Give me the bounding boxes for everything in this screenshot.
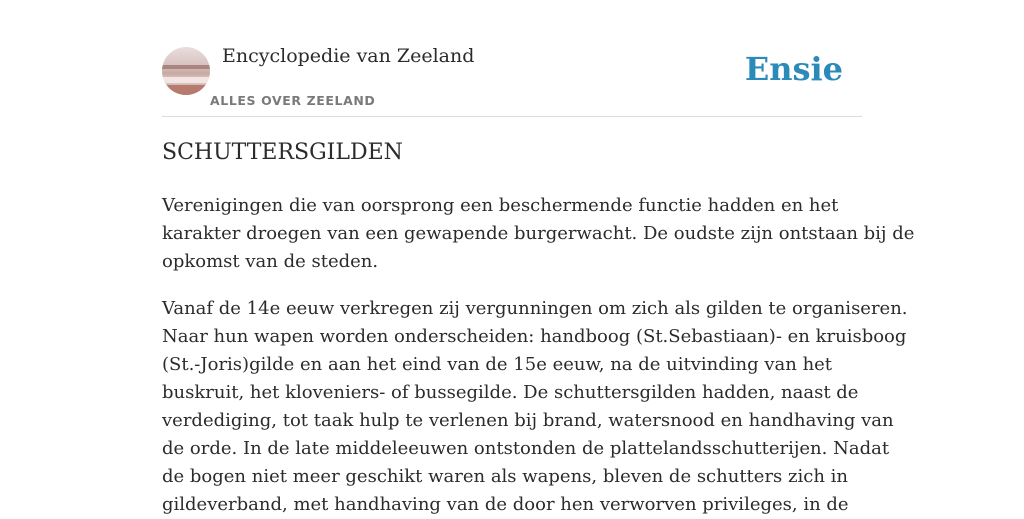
paragraph-line: gildeverband, met handhaving van de door hen verworven privileges, in de bbox=[162, 494, 849, 515]
logo-band bbox=[162, 85, 210, 95]
logo-band bbox=[162, 77, 210, 83]
paragraph-line: de orde. In de late middeleeuwen ontstonden de plattelandsschutterijen. Nadat bbox=[162, 438, 890, 459]
paragraph-line: karakter droegen van een gewapende burgerwacht. De oudste zijn ontstaan bij de bbox=[162, 223, 915, 244]
article-paragraph-1 bbox=[162, 192, 915, 276]
paragraph-line: de bogen niet meer geschikt waren als wapens, bleven de schutters zich in bbox=[162, 466, 848, 487]
paragraph-line: Naar hun wapen worden onderscheiden: handboog (St.Sebastiaan)- en kruisboog bbox=[162, 326, 907, 347]
paragraph-line: Verenigingen die van oorsprong een beschermende functie hadden en het bbox=[162, 195, 839, 216]
article-title: SCHUTTERSGILDEN bbox=[162, 140, 403, 165]
paragraph-line: Vanaf de 14e eeuw verkregen zij vergunningen om zich als gilden te organiseren. bbox=[162, 298, 908, 319]
paragraph-line: verdediging, tot taak hulp te verlenen bij brand, watersnood en handhaving van bbox=[162, 410, 894, 431]
site-logo-icon[interactable] bbox=[162, 47, 210, 95]
site-header bbox=[162, 0, 862, 117]
logo-band bbox=[162, 65, 210, 69]
page bbox=[162, 0, 915, 515]
paragraph-line: buskruit, het kloveniers- of bussegilde. De schuttersgilden hadden, naast de bbox=[162, 382, 859, 403]
paragraph-line: (St.-Joris)gilde en aan het eind van de 15e eeuw, na de uitvinding van het bbox=[162, 354, 833, 375]
paragraph-line: opkomst van de steden. bbox=[162, 251, 379, 272]
site-tagline: ALLES OVER ZEELAND bbox=[210, 93, 376, 108]
article-paragraph-2 bbox=[162, 295, 908, 519]
ensie-brand-link[interactable]: Ensie bbox=[744, 50, 843, 88]
site-title-link[interactable]: Encyclopedie van Zeeland bbox=[222, 45, 475, 67]
